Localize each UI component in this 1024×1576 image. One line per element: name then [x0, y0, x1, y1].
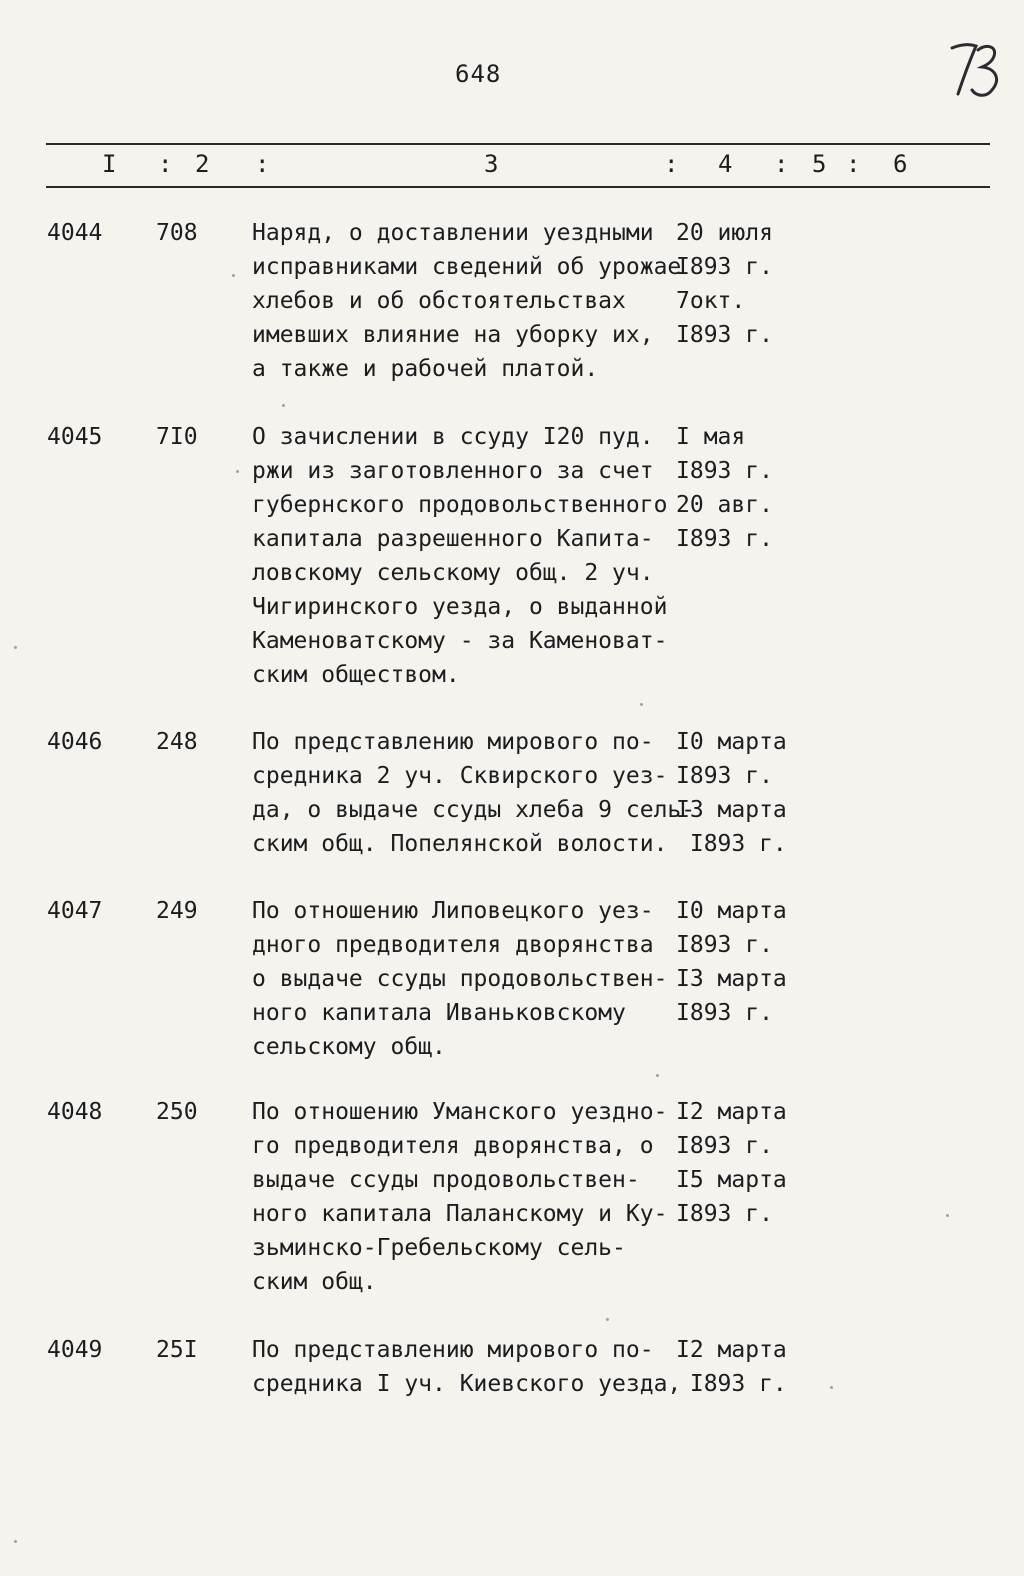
- description-line: о выдаче ссуды продовольствен-: [252, 966, 668, 992]
- description-line: ским обществом.: [252, 662, 460, 688]
- description-line: хлебов и об обстоятельствах: [252, 288, 626, 314]
- description-line: ного капитала Паланскому и Ку-: [252, 1201, 668, 1227]
- item-number: 249: [156, 898, 198, 924]
- scan-speck: [282, 404, 285, 407]
- handwritten-sheet-number: [948, 38, 1004, 102]
- description-line: О зачислении в ссуду I20 пуд.: [252, 424, 654, 450]
- entry-description: [252, 420, 682, 692]
- entry-dates: [676, 1333, 836, 1401]
- entry-dates: [676, 894, 836, 1030]
- column-header-6: 6: [893, 150, 908, 178]
- entry-number: 4048: [47, 1099, 103, 1125]
- description-line: средника 2 уч. Сквирского уез-: [252, 763, 668, 789]
- entry-description: [252, 894, 682, 1064]
- scan-speck: [946, 1214, 949, 1217]
- description-line: дного предводителя дворянства: [252, 932, 654, 958]
- entry-number: 4044: [47, 220, 103, 246]
- scan-speck: [640, 703, 643, 706]
- item-number: 250: [156, 1099, 198, 1125]
- description-line: ловскому сельскому общ. 2 уч.: [252, 560, 654, 586]
- entry-description: [252, 216, 682, 386]
- entry-description: [252, 725, 696, 861]
- date-line: I мая: [676, 424, 746, 450]
- date-line: I893 г.: [676, 763, 773, 789]
- date-line: I893 г.: [676, 932, 773, 958]
- date-line: I893 г.: [676, 322, 773, 348]
- entry-number: 4046: [47, 729, 103, 755]
- date-line: I3 марта: [676, 797, 787, 823]
- item-number: 248: [156, 729, 198, 755]
- scan-speck: [830, 1386, 833, 1389]
- description-line: ским общ. Попелянской волости.: [252, 831, 668, 857]
- entry-number: 4049: [47, 1337, 103, 1363]
- column-header-2: 2: [195, 150, 210, 178]
- column-header-4: 4: [718, 150, 733, 178]
- description-line: Чигиринского уезда, о выданной: [252, 594, 668, 620]
- scan-speck: [14, 646, 17, 649]
- column-separator: :: [774, 150, 789, 178]
- date-line: I0 марта: [676, 898, 787, 924]
- date-line: I3 марта: [676, 966, 787, 992]
- scan-speck: [232, 274, 235, 277]
- date-line: 20 авг.: [676, 492, 773, 518]
- column-separator: :: [255, 150, 270, 178]
- entry-description: [252, 1095, 682, 1299]
- item-number: 7I0: [156, 424, 198, 450]
- page-number: 648: [455, 60, 502, 88]
- entry-dates: [676, 420, 836, 556]
- date-line: I893 г.: [676, 458, 773, 484]
- date-line: 20 июля: [676, 220, 773, 246]
- entry-number: 4047: [47, 898, 103, 924]
- description-line: средника I уч. Киевского уезда,: [252, 1371, 682, 1397]
- entry-dates: [676, 216, 836, 352]
- date-line: I893 г.: [676, 526, 773, 552]
- date-line: I5 марта: [676, 1167, 787, 1193]
- description-line: ного капитала Иваньковскому: [252, 1000, 626, 1026]
- date-line: 7окт.: [676, 288, 746, 314]
- date-line: I0 марта: [676, 729, 787, 755]
- column-separator: :: [664, 150, 679, 178]
- description-line: а также и рабочей платой.: [252, 356, 599, 382]
- description-line: По отношению Уманского уездно-: [252, 1099, 668, 1125]
- description-line: Наряд, о доставлении уездными: [252, 220, 654, 246]
- scan-speck: [606, 1318, 609, 1321]
- description-line: ским общ.: [252, 1269, 377, 1295]
- item-number: 25I: [156, 1337, 198, 1363]
- description-line: имевших влияние на уборку их,: [252, 322, 654, 348]
- description-line: зьминско-Гребельскому сель-: [252, 1235, 626, 1261]
- header-top-rule: [46, 143, 990, 145]
- date-line: I2 марта: [676, 1337, 787, 1363]
- scan-speck: [236, 470, 239, 473]
- column-separator: :: [846, 150, 861, 178]
- column-header-5: 5: [812, 150, 827, 178]
- column-header-1: I: [102, 150, 117, 178]
- header-bottom-rule: [46, 186, 990, 188]
- description-line: губернского продовольственного: [252, 492, 668, 518]
- description-line: выдаче ссуды продовольствен-: [252, 1167, 640, 1193]
- sheet-number-ink-icon: [948, 38, 1004, 102]
- description-line: ржи из заготовленного за счет: [252, 458, 654, 484]
- description-line: го предводителя дворянства, о: [252, 1133, 654, 1159]
- entry-dates: [676, 725, 836, 861]
- scan-speck: [656, 1074, 659, 1077]
- description-line: По представлению мирового по-: [252, 1337, 654, 1363]
- date-line: I893 г.: [676, 1371, 787, 1397]
- date-line: I893 г.: [676, 831, 787, 857]
- description-line: По представлению мирового по-: [252, 729, 654, 755]
- description-line: капитала разрешенного Капита-: [252, 526, 654, 552]
- entry-number: 4045: [47, 424, 103, 450]
- column-header-3: 3: [484, 150, 499, 178]
- item-number: 708: [156, 220, 198, 246]
- description-line: По отношению Липовецкого уез-: [252, 898, 654, 924]
- date-line: I893 г.: [676, 254, 773, 280]
- date-line: I893 г.: [676, 1000, 773, 1026]
- description-line: Каменоватскому - за Каменоват-: [252, 628, 668, 654]
- column-separator: :: [158, 150, 173, 178]
- date-line: I893 г.: [676, 1133, 773, 1159]
- date-line: I893 г.: [676, 1201, 773, 1227]
- scan-speck: [14, 1540, 17, 1543]
- description-line: сельскому общ.: [252, 1034, 446, 1060]
- date-line: I2 марта: [676, 1099, 787, 1125]
- entry-description: [252, 1333, 682, 1401]
- description-line: да, о выдаче ссуды хлеба 9 сель-: [252, 797, 696, 823]
- description-line: исправниками сведений об урожае: [252, 254, 682, 280]
- entry-dates: [676, 1095, 836, 1231]
